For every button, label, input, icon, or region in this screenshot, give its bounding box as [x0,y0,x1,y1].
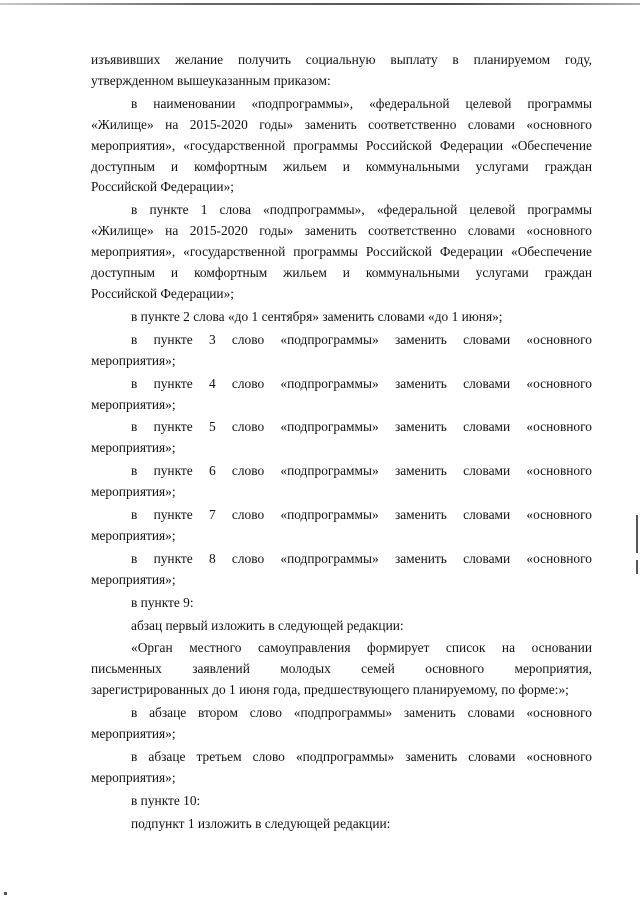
text-line: в пункте 1 слова «подпрограммы», «федеральной целевой программы [131,202,592,218]
text-line: в пункте 8 слово «подпрограммы» заменить словами «основного [131,550,592,566]
text-line: в пункте 4 слово «подпрограммы» заменить словами «основного [131,375,592,391]
text-line: изъявивших желание получить социальную выплату в планируемом году, [91,52,592,67]
text-line: в наименовании «подпрограммы», «федеральной целевой программы [131,95,592,111]
text-line: «Жилище» на 2015-2020 годы» заменить соответственно словами «основного [91,223,592,239]
text-line: мероприятия»; [91,769,176,785]
text-line: абзац первый изложить в следующей редакции: [131,617,404,633]
text-line: мероприятия»; [91,440,176,456]
text-line: мероприятия»; [91,484,176,500]
text-line: письменных заявлений молодых семей основного мероприятия, [91,661,592,677]
text-line: доступным и комфортным жильем и коммунальными услугами граждан [91,158,592,174]
text-line: подпункт 1 изложить в следующей редакции: [131,815,391,831]
text-line: в пункте 3 слово «подпрограммы» заменить словами «основного [131,331,592,347]
text-line: Российской Федерации»; [91,285,234,301]
text-line: мероприятия»; [91,352,176,368]
text-line: в абзаце третьем слово «подпрограммы» заменить словами «основного [131,749,592,764]
text-line: зарегистрированных до 1 июня года, предшествующего планируемому, по форме:»; [91,682,569,698]
text-line: Российской Федерации»; [91,179,234,195]
text-line: в пункте 9: [131,594,194,610]
text-line: «Жилище» на 2015-2020 годы» заменить соответственно словами «основного [91,116,592,132]
scan-mark-bottom-left [4,892,7,895]
text-line: мероприятия»; [91,527,176,543]
scan-mark-right-1 [636,515,638,553]
text-line: в пункте 2 слова «до 1 сентября» заменить словами «до 1 июня»; [131,308,503,324]
text-line: в пункте 7 слово «подпрограммы» заменить словами «основного [131,507,592,523]
text-line: в пункте 6 слово «подпрограммы» заменить словами «основного [131,463,592,479]
text-line: в абзаце втором слово «подпрограммы» заменить словами «основного [131,705,592,721]
text-line: мероприятия», «государственной программы Российской Федерации «Обеспечение [91,244,592,260]
text-line: утвержденном вышеуказанным приказом: [91,72,331,88]
text-line: «Орган местного самоуправления формирует список на основании [131,640,592,656]
text-line: мероприятия», «государственной программы Российской Федерации «Обеспечение [91,137,592,153]
scan-top-edge [0,3,640,5]
text-line: мероприятия»; [91,396,176,412]
document-page [91,50,592,835]
scan-mark-right-2 [636,560,638,574]
text-line: в пункте 5 слово «подпрограммы» заменить словами «основного [131,419,592,435]
text-line: мероприятия»; [91,726,176,742]
text-line: в пункте 10: [131,792,201,808]
text-line: доступным и комфортным жильем и коммунальными услугами граждан [91,265,592,281]
text-line: мероприятия»; [91,571,176,587]
